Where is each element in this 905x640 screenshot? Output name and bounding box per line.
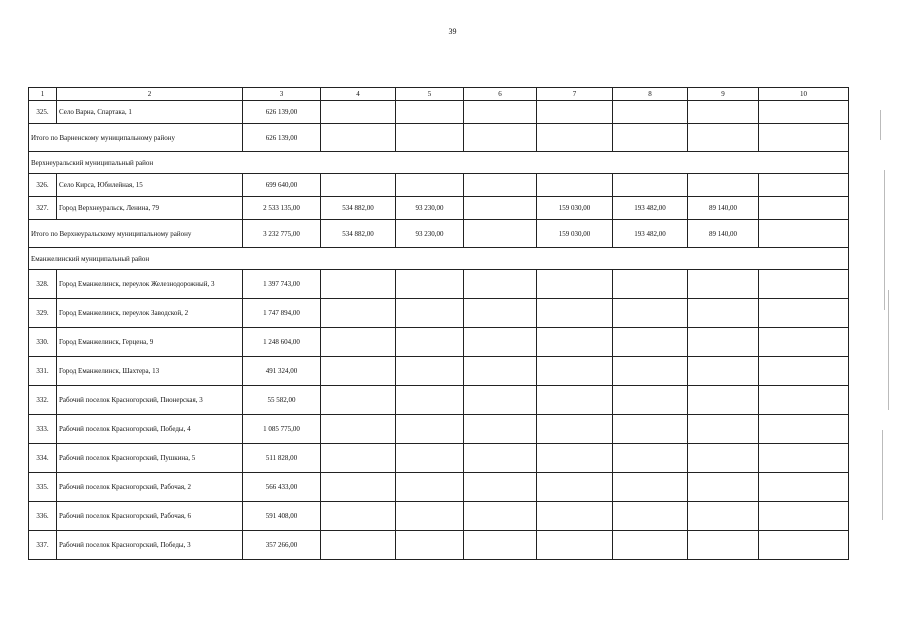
cell-col8 — [613, 415, 688, 444]
cell-col4 — [321, 357, 396, 386]
table-row — [29, 270, 849, 299]
column-header: 10 — [759, 88, 849, 101]
row-number: 336. — [29, 502, 57, 531]
cell-col4 — [321, 270, 396, 299]
cell-col9 — [688, 124, 759, 152]
cell-col6 — [464, 386, 537, 415]
cell-col8 — [613, 502, 688, 531]
cell-col10 — [759, 473, 849, 502]
row-address: Город Еманжелинск, переулок Железнодорожный, 3 — [57, 270, 243, 299]
cell-col3: 55 582,00 — [243, 386, 321, 415]
cell-col6 — [464, 357, 537, 386]
cell-col3: 2 533 135,00 — [243, 197, 321, 220]
row-address: Рабочий поселок Красногорский, Пушкина, 5 — [57, 444, 243, 473]
cell-col5 — [396, 101, 464, 124]
cell-col9 — [688, 299, 759, 328]
row-address: Село Кирса, Юбилейная, 15 — [57, 174, 243, 197]
cell-col10 — [759, 220, 849, 248]
section-label: Верхнеуральский муниципальный район — [29, 152, 849, 174]
cell-col3: 357 266,00 — [243, 531, 321, 560]
cell-col4 — [321, 531, 396, 560]
cell-col4 — [321, 473, 396, 502]
cell-col5 — [396, 444, 464, 473]
cell-col7 — [537, 357, 613, 386]
section-row — [29, 248, 849, 270]
cell-col3: 566 433,00 — [243, 473, 321, 502]
table-row — [29, 357, 849, 386]
table-row — [29, 386, 849, 415]
row-number: 328. — [29, 270, 57, 299]
column-header: 5 — [396, 88, 464, 101]
cell-col8 — [613, 270, 688, 299]
cell-col9 — [688, 386, 759, 415]
table-row — [29, 531, 849, 560]
cell-col6 — [464, 328, 537, 357]
cell-col3: 626 139,00 — [243, 101, 321, 124]
cell-col3: 1 085 775,00 — [243, 415, 321, 444]
row-address: Село Варна, Спартака, 1 — [57, 101, 243, 124]
scan-mark — [888, 290, 889, 410]
total-label: Итого по Верхнеуральскому муниципальному району — [29, 220, 243, 248]
row-address: Рабочий поселок Красногорский, Рабочая, 6 — [57, 502, 243, 531]
section-row — [29, 152, 849, 174]
table-row — [29, 502, 849, 531]
cell-col4 — [321, 415, 396, 444]
cell-col3: 1 397 743,00 — [243, 270, 321, 299]
cell-col10 — [759, 328, 849, 357]
cell-col5 — [396, 473, 464, 502]
cell-col5 — [396, 502, 464, 531]
column-header: 4 — [321, 88, 396, 101]
cell-col5 — [396, 270, 464, 299]
cell-col5 — [396, 386, 464, 415]
table-row — [29, 444, 849, 473]
page-number: 39 — [448, 27, 457, 36]
cell-col7 — [537, 386, 613, 415]
row-address: Рабочий поселок Красногорский, Победы, 3 — [57, 531, 243, 560]
table-row — [29, 197, 849, 220]
cell-col4 — [321, 328, 396, 357]
scan-mark — [880, 110, 881, 140]
total-row — [29, 220, 849, 248]
cell-col5 — [396, 328, 464, 357]
cell-col3: 491 324,00 — [243, 357, 321, 386]
cell-col8: 193 482,00 — [613, 220, 688, 248]
cell-col7: 159 030,00 — [537, 197, 613, 220]
row-number: 333. — [29, 415, 57, 444]
column-header: 6 — [464, 88, 537, 101]
row-number: 335. — [29, 473, 57, 502]
cell-col7 — [537, 124, 613, 152]
cell-col10 — [759, 386, 849, 415]
cell-col10 — [759, 444, 849, 473]
cell-col10 — [759, 124, 849, 152]
row-number: 325. — [29, 101, 57, 124]
cell-col9 — [688, 174, 759, 197]
table-row — [29, 299, 849, 328]
cell-col8 — [613, 386, 688, 415]
scan-mark — [884, 170, 885, 310]
row-number: 332. — [29, 386, 57, 415]
cell-col4 — [321, 502, 396, 531]
row-number: 329. — [29, 299, 57, 328]
cell-col10 — [759, 270, 849, 299]
row-address: Рабочий поселок Красногорский, Победы, 4 — [57, 415, 243, 444]
scan-mark — [882, 430, 883, 520]
cell-col8 — [613, 357, 688, 386]
cell-col4 — [321, 124, 396, 152]
cell-col9 — [688, 101, 759, 124]
cell-col7: 159 030,00 — [537, 220, 613, 248]
cell-col7 — [537, 101, 613, 124]
cell-col5: 93 230,00 — [396, 197, 464, 220]
cell-col4: 534 882,00 — [321, 197, 396, 220]
cell-col5 — [396, 299, 464, 328]
cell-col3: 699 640,00 — [243, 174, 321, 197]
cell-col10 — [759, 531, 849, 560]
cell-col8 — [613, 299, 688, 328]
scan-edge-marks — [878, 110, 898, 530]
cell-col4 — [321, 101, 396, 124]
cell-col10 — [759, 415, 849, 444]
cell-col4 — [321, 444, 396, 473]
total-label: Итого по Варненскому муниципальному району — [29, 124, 243, 152]
cell-col6 — [464, 473, 537, 502]
cell-col4 — [321, 386, 396, 415]
column-header: 7 — [537, 88, 613, 101]
cell-col5 — [396, 531, 464, 560]
row-address: Рабочий поселок Красногорский, Рабочая, 2 — [57, 473, 243, 502]
cell-col3: 1 248 604,00 — [243, 328, 321, 357]
table-row — [29, 101, 849, 124]
column-header: 8 — [613, 88, 688, 101]
cell-col7 — [537, 531, 613, 560]
cell-col10 — [759, 197, 849, 220]
cell-col9 — [688, 270, 759, 299]
table-row — [29, 415, 849, 444]
table-row — [29, 473, 849, 502]
column-header: 2 — [57, 88, 243, 101]
cell-col5 — [396, 124, 464, 152]
table-row — [29, 328, 849, 357]
cell-col6 — [464, 197, 537, 220]
row-number: 334. — [29, 444, 57, 473]
cell-col6 — [464, 415, 537, 444]
cell-col10 — [759, 357, 849, 386]
cell-col5 — [396, 357, 464, 386]
cell-col5: 93 230,00 — [396, 220, 464, 248]
cell-col9 — [688, 502, 759, 531]
register-table — [28, 87, 849, 560]
cell-col9 — [688, 415, 759, 444]
cell-col6 — [464, 299, 537, 328]
cell-col4 — [321, 299, 396, 328]
row-number: 327. — [29, 197, 57, 220]
cell-col9 — [688, 357, 759, 386]
cell-col8 — [613, 101, 688, 124]
row-number: 326. — [29, 174, 57, 197]
cell-col9 — [688, 531, 759, 560]
row-address: Город Еманжелинск, переулок Заводской, 2 — [57, 299, 243, 328]
cell-col9 — [688, 328, 759, 357]
column-number-header — [29, 88, 849, 101]
cell-col6 — [464, 220, 537, 248]
cell-col10 — [759, 299, 849, 328]
total-row — [29, 124, 849, 152]
cell-col3: 591 408,00 — [243, 502, 321, 531]
row-number: 337. — [29, 531, 57, 560]
cell-col3: 626 139,00 — [243, 124, 321, 152]
cell-col3: 511 828,00 — [243, 444, 321, 473]
table-row — [29, 174, 849, 197]
cell-col7 — [537, 444, 613, 473]
cell-col8 — [613, 328, 688, 357]
cell-col7 — [537, 473, 613, 502]
cell-col7 — [537, 299, 613, 328]
cell-col9: 89 140,00 — [688, 197, 759, 220]
cell-col6 — [464, 502, 537, 531]
cell-col8 — [613, 174, 688, 197]
cell-col7 — [537, 328, 613, 357]
cell-col5 — [396, 174, 464, 197]
cell-col8 — [613, 124, 688, 152]
row-address: Рабочий поселок Красногорский, Пионерская, 3 — [57, 386, 243, 415]
cell-col6 — [464, 531, 537, 560]
cell-col5 — [396, 415, 464, 444]
cell-col9 — [688, 444, 759, 473]
cell-col9: 89 140,00 — [688, 220, 759, 248]
cell-col10 — [759, 101, 849, 124]
cell-col8: 193 482,00 — [613, 197, 688, 220]
row-address: Город Еманжелинск, Шахтера, 13 — [57, 357, 243, 386]
cell-col3: 3 232 775,00 — [243, 220, 321, 248]
cell-col8 — [613, 444, 688, 473]
cell-col8 — [613, 531, 688, 560]
cell-col6 — [464, 444, 537, 473]
row-address: Город Еманжелинск, Герцена, 9 — [57, 328, 243, 357]
row-address: Город Верхнеуральск, Ленина, 79 — [57, 197, 243, 220]
cell-col10 — [759, 502, 849, 531]
cell-col6 — [464, 101, 537, 124]
cell-col10 — [759, 174, 849, 197]
cell-col4: 534 882,00 — [321, 220, 396, 248]
cell-col7 — [537, 415, 613, 444]
cell-col6 — [464, 174, 537, 197]
cell-col6 — [464, 270, 537, 299]
column-header: 1 — [29, 88, 57, 101]
section-label: Еманжелинский муниципальный район — [29, 248, 849, 270]
cell-col7 — [537, 270, 613, 299]
cell-col3: 1 747 894,00 — [243, 299, 321, 328]
cell-col4 — [321, 174, 396, 197]
column-header: 3 — [243, 88, 321, 101]
column-header: 9 — [688, 88, 759, 101]
cell-col7 — [537, 174, 613, 197]
row-number: 330. — [29, 328, 57, 357]
cell-col9 — [688, 473, 759, 502]
row-number: 331. — [29, 357, 57, 386]
cell-col7 — [537, 502, 613, 531]
cell-col8 — [613, 473, 688, 502]
cell-col6 — [464, 124, 537, 152]
